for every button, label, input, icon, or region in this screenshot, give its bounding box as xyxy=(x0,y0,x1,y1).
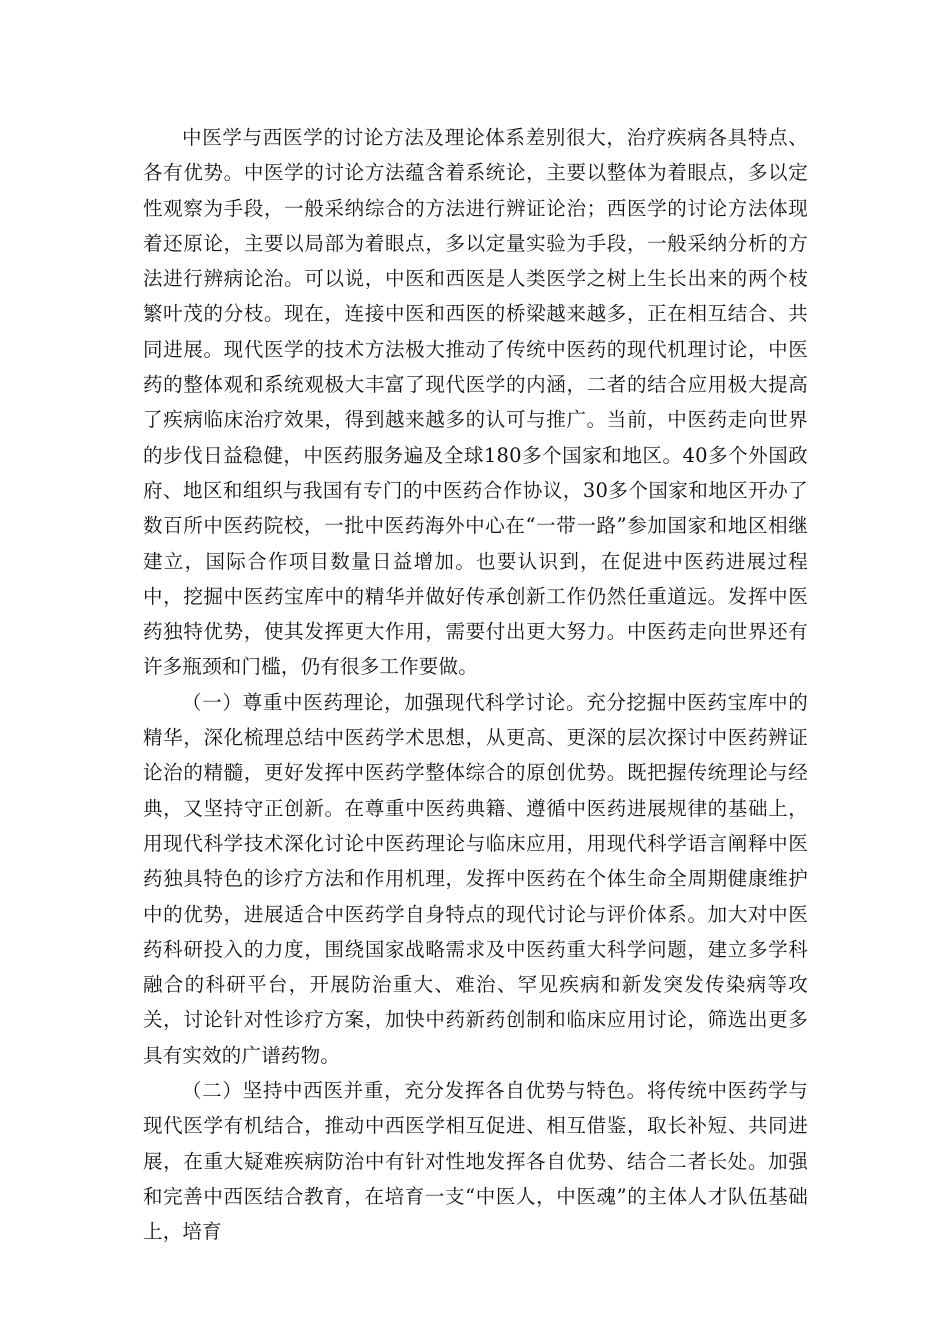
paragraph-section-two: （二）坚持中西医并重，充分发挥各自优势与特色。将传统中医药学与现代医学有机结合，推动中西医学相互促进、相互借鉴，取长补短、共同进展，在重大疑难疾病防治中有针对性地发挥各自优势、结合二者长处。加强和完善中西医结合教育，在培育一支“中医人，中医魂”的主体人才队伍基础上，培育 xyxy=(143,1079,808,1244)
paragraph-intro: 中医学与西医学的讨论方法及理论体系差别很大，治疗疾病各具特点、各有优势。中医学的讨论方法蕴含着系统论，主要以整体为着眼点，多以定性观察为手段，一般采纳综合的方法进行辨证论治；西医学的讨论方法体现着还原论，主要以局部为着眼点，多以定量实验为手段，一般采纳分析的方法进行辨病论治。可以说，中医和西医是人类医学之树上生长出来的两个枝繁叶茂的分枝。现在，连接中医和西医的桥梁越来越多，正在相互结合、共同进展。现代医学的技术方法极大推动了传统中医药的现代机理讨论，中医药的整体观和系统观极大丰富了现代医学的内涵，二者的结合应用极大提高了疾病临床治疗效果，得到越来越多的认可与推广。当前，中医药走向世界的步伐日益稳健，中医药服务遍及全球180多个国家和地区。40多个外国政府、地区和组织与我国有专门的中医药合作协议，30多个国家和地区开办了数百所中医药院校，一批中医药海外中心在“一带一路”参加国家和地区相继建立，国际合作项目数量日益增加。也要认识到，在促进中医药进展过程中，挖掘中医药宝库中的精华并做好传承创新工作仍然任重道远。发挥中医药独特优势，使其发挥更大作用，需要付出更大努力。中医药走向世界还有许多瓶颈和门槛，仍有很多工作要做。 xyxy=(143,126,808,679)
paragraph-section-one: （一）尊重中医药理论，加强现代科学讨论。充分挖掘中医药宝库中的精华，深化梳理总结中医药学术思想，从更高、更深的层次探讨中医药辨证论治的精髓，更好发挥中医药学整体综合的原创优势。既把握传统理论与经典，又坚持守正创新。在尊重中医药典籍、遵循中医药进展规律的基础上，用现代科学技术深化讨论中医药理论与临床应用，用现代科学语言阐释中医药独具特色的诊疗方法和作用机理，发挥中医药在个体生命全周期健康维护中的优势，进展适合中医药学自身特点的现代讨论与评价体系。加大对中医药科研投入的力度，围绕国家战略需求及中医药重大科学问题，建立多学科融合的科研平台，开展防治重大、难治、罕见疾病和新发突发传染病等攻关，讨论针对性诊疗方案，加快中药新药创制和临床应用讨论，筛选出更多具有实效的广谱药物。 xyxy=(143,690,808,1067)
body-text xyxy=(143,120,808,1250)
